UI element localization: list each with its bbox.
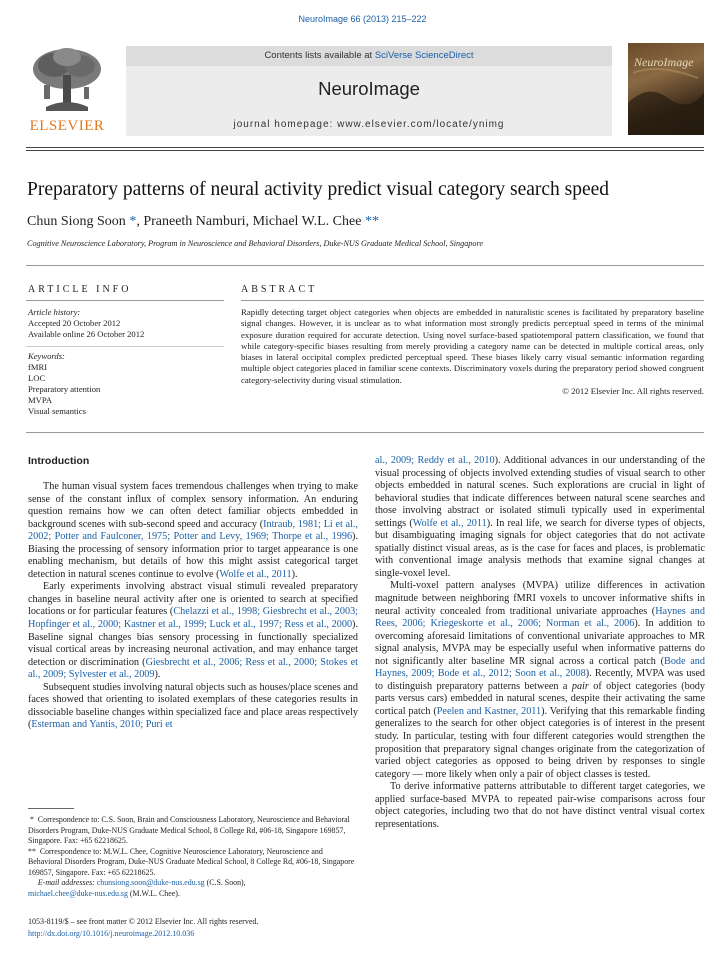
keyword: Visual semantics [28, 406, 86, 416]
author-list: Chun Siong Soon *, Praneeth Namburi, Michael W.L. Chee ** [27, 214, 379, 229]
header-rule-double [26, 150, 704, 151]
keyword: LOC [28, 373, 46, 383]
body-text: Multi-voxel pattern analyses (MVPA) utilize differences in activation magnitude between neighboring fMRI voxels to uncover informative shifts in neural activity concealed from traditional univariate approaches ( [375, 580, 705, 617]
homepage-prefix: journal homepage: [233, 119, 338, 130]
body-text: ). Baseline signal changes bias sensory processing in functionally specialized visual cortical areas by increasing neuronal activation, and may enhance target detection or discrimination ( [28, 619, 358, 668]
tree-icon [26, 45, 108, 115]
body-paragraph [375, 455, 705, 580]
body-text: ). Additional advances in our understanding of the visual processing of objects involved extending studies of visual search to other objects embedded in natural scenes. Such explorations are crucial in light of behavioral studies that indicate differences between natural scene searches and those involving abstract or isolated stimuli typically used in experimental settings ( [375, 455, 705, 529]
title-rule [26, 265, 704, 266]
elsevier-logo [26, 45, 108, 135]
publisher-logo-text: ELSEVIER [29, 118, 105, 134]
article-history [28, 307, 223, 340]
citation-link[interactable]: Giesbrecht et al., 2006; Ress et al., 2000; Stokes et al., 2009; Sylvester et al., 2009 [28, 656, 358, 681]
citation-link[interactable]: Wolfe et al., 2011 [412, 517, 487, 529]
body-paragraph [28, 682, 358, 732]
info-rule [26, 300, 224, 301]
header-rule [26, 147, 704, 148]
body-paragraph [375, 580, 705, 781]
body-text: Subsequent studies involving natural objects such as houses/place scenes and faces showed that orienting to isolated exemplars of these categories results in dissociable baseline changes within specialized face and place areas respectively ( [28, 681, 358, 731]
body-text: of object categories (body parts versus cars) embedded in natural scenes, despite their activating the same cortical patch ( [375, 680, 705, 717]
affiliation: Cognitive Neuroscience Laboratory, Program in Neuroscience and Behavioral Disorders, Duke-NUS Graduate Medical School, Singapore [27, 239, 484, 248]
citation-link[interactable]: Bode and Haynes, 2009; Bode et al., 2012; Soon et al., 2008 [375, 655, 705, 680]
article-info-heading: ARTICLE INFO [28, 284, 132, 295]
paper-title: Preparatory patterns of neural activity predict visual category search speed [27, 179, 610, 200]
abstract-text: Rapidly detecting target object categories when objects are embedded in naturalistic scenes is facilitated by preparatory baseline signal changes. However, it is unclear as to what information most strongly predicts perceptual speed in terms of the minimal exposure duration required for accurate detection. Using novel surface-based spatiotemporal pattern classification, we found that while category-specific biases resulting from merely providing a category name can be detected in multiple cortical areas, only biases in lateral occipital complex predicted perceptual speed. These biases likely carry visual semantic information regarding multiple object categories placed in familiar scene contexts. Discriminatory voxels during the preparatory period showed congruent category-selectivity during visual stimulation. [241, 307, 704, 385]
homepage-link[interactable]: www.elsevier.com/locate/ynimg [337, 119, 505, 130]
cover-title: NeuroImage [634, 55, 694, 69]
body-text: ). [291, 568, 298, 580]
footnote-mark: ** [28, 846, 36, 856]
page-footer [28, 916, 358, 940]
abstract-heading: ABSTRACT [241, 284, 318, 295]
footnote-mark: * [29, 815, 34, 824]
homepage-line [126, 119, 612, 130]
journal-title: NeuroImage [318, 78, 420, 99]
body-text: ). Verifying that this remarkable finding generalizes to the search for other object categories is of interest in the present study. In particular, testing with four different categories would strengthen the proposition that preparatory signal changes originate from the categorization of varied object categories as opposed to being driven by responses to single category — more likely when only a pair of object classes is tested. [375, 705, 705, 780]
body-text: ). In addition to overcoming aforesaid limitations of conventional univariate approaches to MR signal analysis, MVPA may be especially useful when informative patterns do not significantly alter baseline MR signal across a cortical patch ( [375, 618, 705, 667]
footnote-rule [28, 808, 74, 809]
footnote-text: Correspondence to: C.S. Soon, Brain and Consciousness Laboratory, Neuroscience and Behavioral Disorders Program, Duke-NUS Graduate Medical School, 8 College Rd, #06-18, Singapore 169857, Singapore. Fax: +65 62218625. [28, 815, 350, 845]
keywords-rule [26, 346, 224, 347]
footnote [28, 847, 358, 879]
email-link[interactable]: michael.chee@duke-nus.edu.sg [28, 888, 128, 898]
journal-reference[interactable]: NeuroImage 66 (2013) 215–222 [298, 14, 427, 24]
left-column [28, 481, 358, 732]
journal-cover-image[interactable] [628, 43, 704, 135]
author-name[interactable]: Praneeth Namburi [143, 214, 246, 229]
body-text: Early experiments involving abstract visual stimuli revealed preparatory changes in baseline neural activity after one is oriented to search at specified locations or for particular features ( [28, 581, 358, 618]
citation-link[interactable]: Wolfe et al., 2011 [219, 568, 292, 580]
contents-prefix: Contents lists available at [264, 50, 375, 61]
body-paragraph [28, 581, 358, 681]
history-label: Article history: [28, 307, 81, 317]
email-owner: (M.W.L. Chee). [127, 888, 180, 898]
body-text: ). Biasing the processing of sensory information prior to target appearance is one enabling mechanism, but details of how this might assist categorical target detection in natural scenes continue to evolve ( [28, 531, 358, 580]
email-label: E-mail addresses: [37, 878, 95, 887]
cover-texture-icon [628, 43, 704, 135]
doi-link[interactable]: http://dx.doi.org/10.1016/j.neuroimage.2012.10.036 [28, 929, 195, 938]
available-date: Available online 26 October 2012 [28, 329, 145, 339]
introduction-heading: Introduction [28, 455, 90, 467]
abstract-body [241, 307, 704, 397]
abstract-bottom-rule [26, 432, 704, 433]
contents-line [126, 46, 612, 66]
author-mark[interactable]: ** [361, 214, 379, 229]
keyword: MVPA [28, 395, 53, 405]
keywords-block [28, 351, 223, 417]
keyword: Preparatory attention [28, 384, 101, 394]
email-owner: (C.S. Soon), [204, 878, 246, 887]
accepted-date: Accepted 20 October 2012 [28, 318, 121, 328]
body-text: pair [571, 680, 589, 692]
footnote [28, 815, 358, 847]
footnotes [28, 815, 358, 899]
body-text: ). [154, 669, 161, 681]
body-text: ). In real life, we search for diverse types of objects, but disambiguating imaging signals for object categories that do not activate spatially distinct visual areas, as is the case for faces and places, is problematic with conventional image analysis methods that examine signal changes at single-voxel level. [375, 517, 705, 579]
abstract-rule [241, 300, 704, 301]
body-text: To derive informative patterns attributable to different target categories, we applied surface-based MVPA to repeated pair-wise comparisons across four object categories, including two that do not have distinct ventral visual cortex representations. [375, 781, 705, 830]
sciencedirect-link[interactable]: SciVerse ScienceDirect [374, 50, 474, 61]
body-paragraph [28, 481, 358, 581]
citation-link[interactable]: Intraub, 1981; Li et al., 2002; Potter and Faulconer, 1975; Potter and Levy, 1969; Thorpe et al., 1996 [28, 518, 358, 543]
body-paragraph [375, 781, 705, 831]
footnote-text: Correspondence to: M.W.L. Chee, Cognitive Neuroscience Laboratory, Neuroscience and Behavioral Disorders Program, Duke-NUS Graduate Medical School, 8 College Rd, #06-18, Singapore 169857, Singapore. Fax: +65 62218625. [28, 846, 355, 877]
keywords-label: Keywords: [28, 351, 65, 361]
citation-link[interactable]: Chelazzi et al., 1998; Giesbrecht et al., 2003; Hopfinger et al., 2000; Kastner et al., 1999; Luck et al., 1997; Ress et al., 2000 [28, 606, 358, 631]
email-line [28, 878, 358, 899]
citation-link[interactable]: Esterman and Yantis, 2010; Puri et [31, 719, 173, 731]
citation-link[interactable]: Peelen and Kastner, 2011 [436, 705, 542, 717]
author-name[interactable]: Michael W.L. Chee [252, 214, 362, 229]
body-text: ). Recently, MVPA was used to distinguish preparatory patterns between a [375, 668, 705, 692]
keyword: fMRI [28, 362, 48, 372]
copyright-notice: © 2012 Elsevier Inc. All rights reserved. [562, 385, 704, 396]
citation-link[interactable]: al., 2009; Reddy et al., 2010 [375, 455, 495, 466]
issn-line: 1053-8119/$ – see front matter © 2012 Elsevier Inc. All rights reserved. [28, 917, 259, 926]
author-name[interactable]: Chun Siong Soon [27, 214, 126, 229]
author-mark[interactable]: * [125, 214, 137, 229]
email-link[interactable]: chunsiong.soon@duke-nus.edu.sg [96, 878, 205, 887]
citation-link[interactable]: Haynes and Rees, 2006; Kriegeskorte et al., 2006; Norman et al., 2006 [375, 605, 705, 630]
journal-banner [126, 46, 612, 136]
body-text: The human visual system faces tremendous challenges when trying to make sense of the constant influx of complex sensory information. An enduring question remains how we can often detect familiar objects embedded in background scenes with sub-second speed and accuracy ( [28, 481, 358, 530]
right-column [375, 455, 705, 831]
